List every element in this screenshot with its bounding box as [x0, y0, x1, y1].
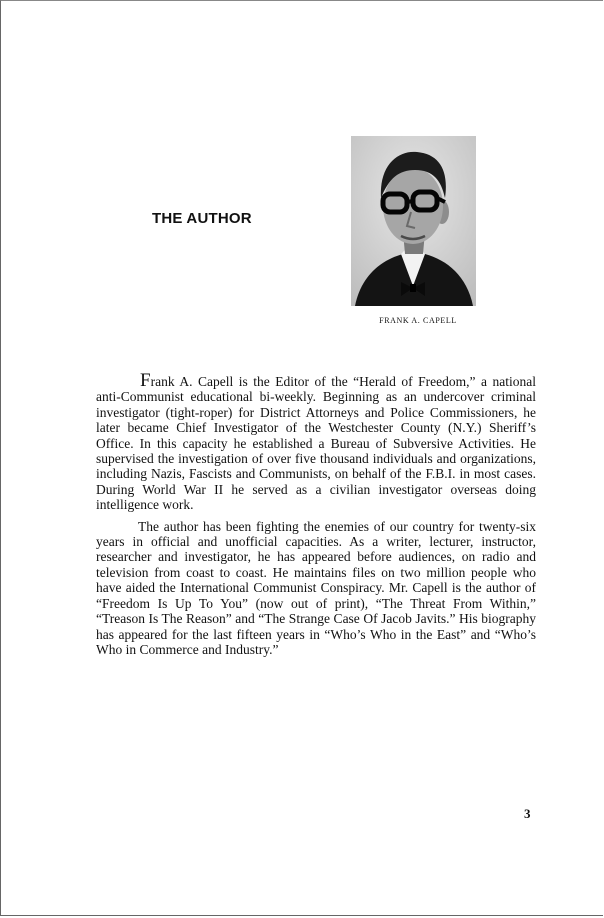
paragraph-initial: F: [140, 370, 151, 391]
body-text: [96, 370, 536, 663]
author-portrait-image: [351, 136, 476, 306]
portrait-caption: FRANK A. CAPELL: [379, 316, 457, 325]
paragraph-2: The author has been fighting the enemies of our country for twenty-six years in official and unofficial capacities. As a writer, lecturer, instructor, researcher and investigator, he has appeared before audiences, on radio and television from coast to coast. He maintains files on two million people who have aided the International Communist Conspiracy. Mr. Capell is the author of “Freedom Is Up To You” (now out of print), “The Threat From Within,” “Treason Is The Reason” and “The Strange Case Of Jacob Javits.” His biography has appeared for the last fifteen years in “Who’s Who in the East” and “Who’s Who in Commerce and Industry.”: [96, 518, 536, 657]
section-heading: THE AUTHOR: [152, 210, 252, 227]
paragraph-1-text: rank A. Capell is the Editor of the “Herald of Freedom,” a national anti-Communist educational bi-weekly. Beginning as an undercover criminal investigator (tight-roper) for District Attorneys and Police Commissioners, he later became Chief Investigator of the Westchester County (N.Y.) Sheriff’s Office. In this capacity he established a Bureau of Subversive Activities. He supervised the investigation of over five thousand individuals and organizations, including Nazis, Fascists and Communists, on behalf of the F.B.I. in most cases. During World War II he served as a civilian investigator overseas doing intelligence work.: [96, 374, 536, 513]
author-portrait: [351, 136, 476, 306]
page-number: 3: [524, 806, 531, 821]
paragraph-1: [96, 370, 536, 513]
